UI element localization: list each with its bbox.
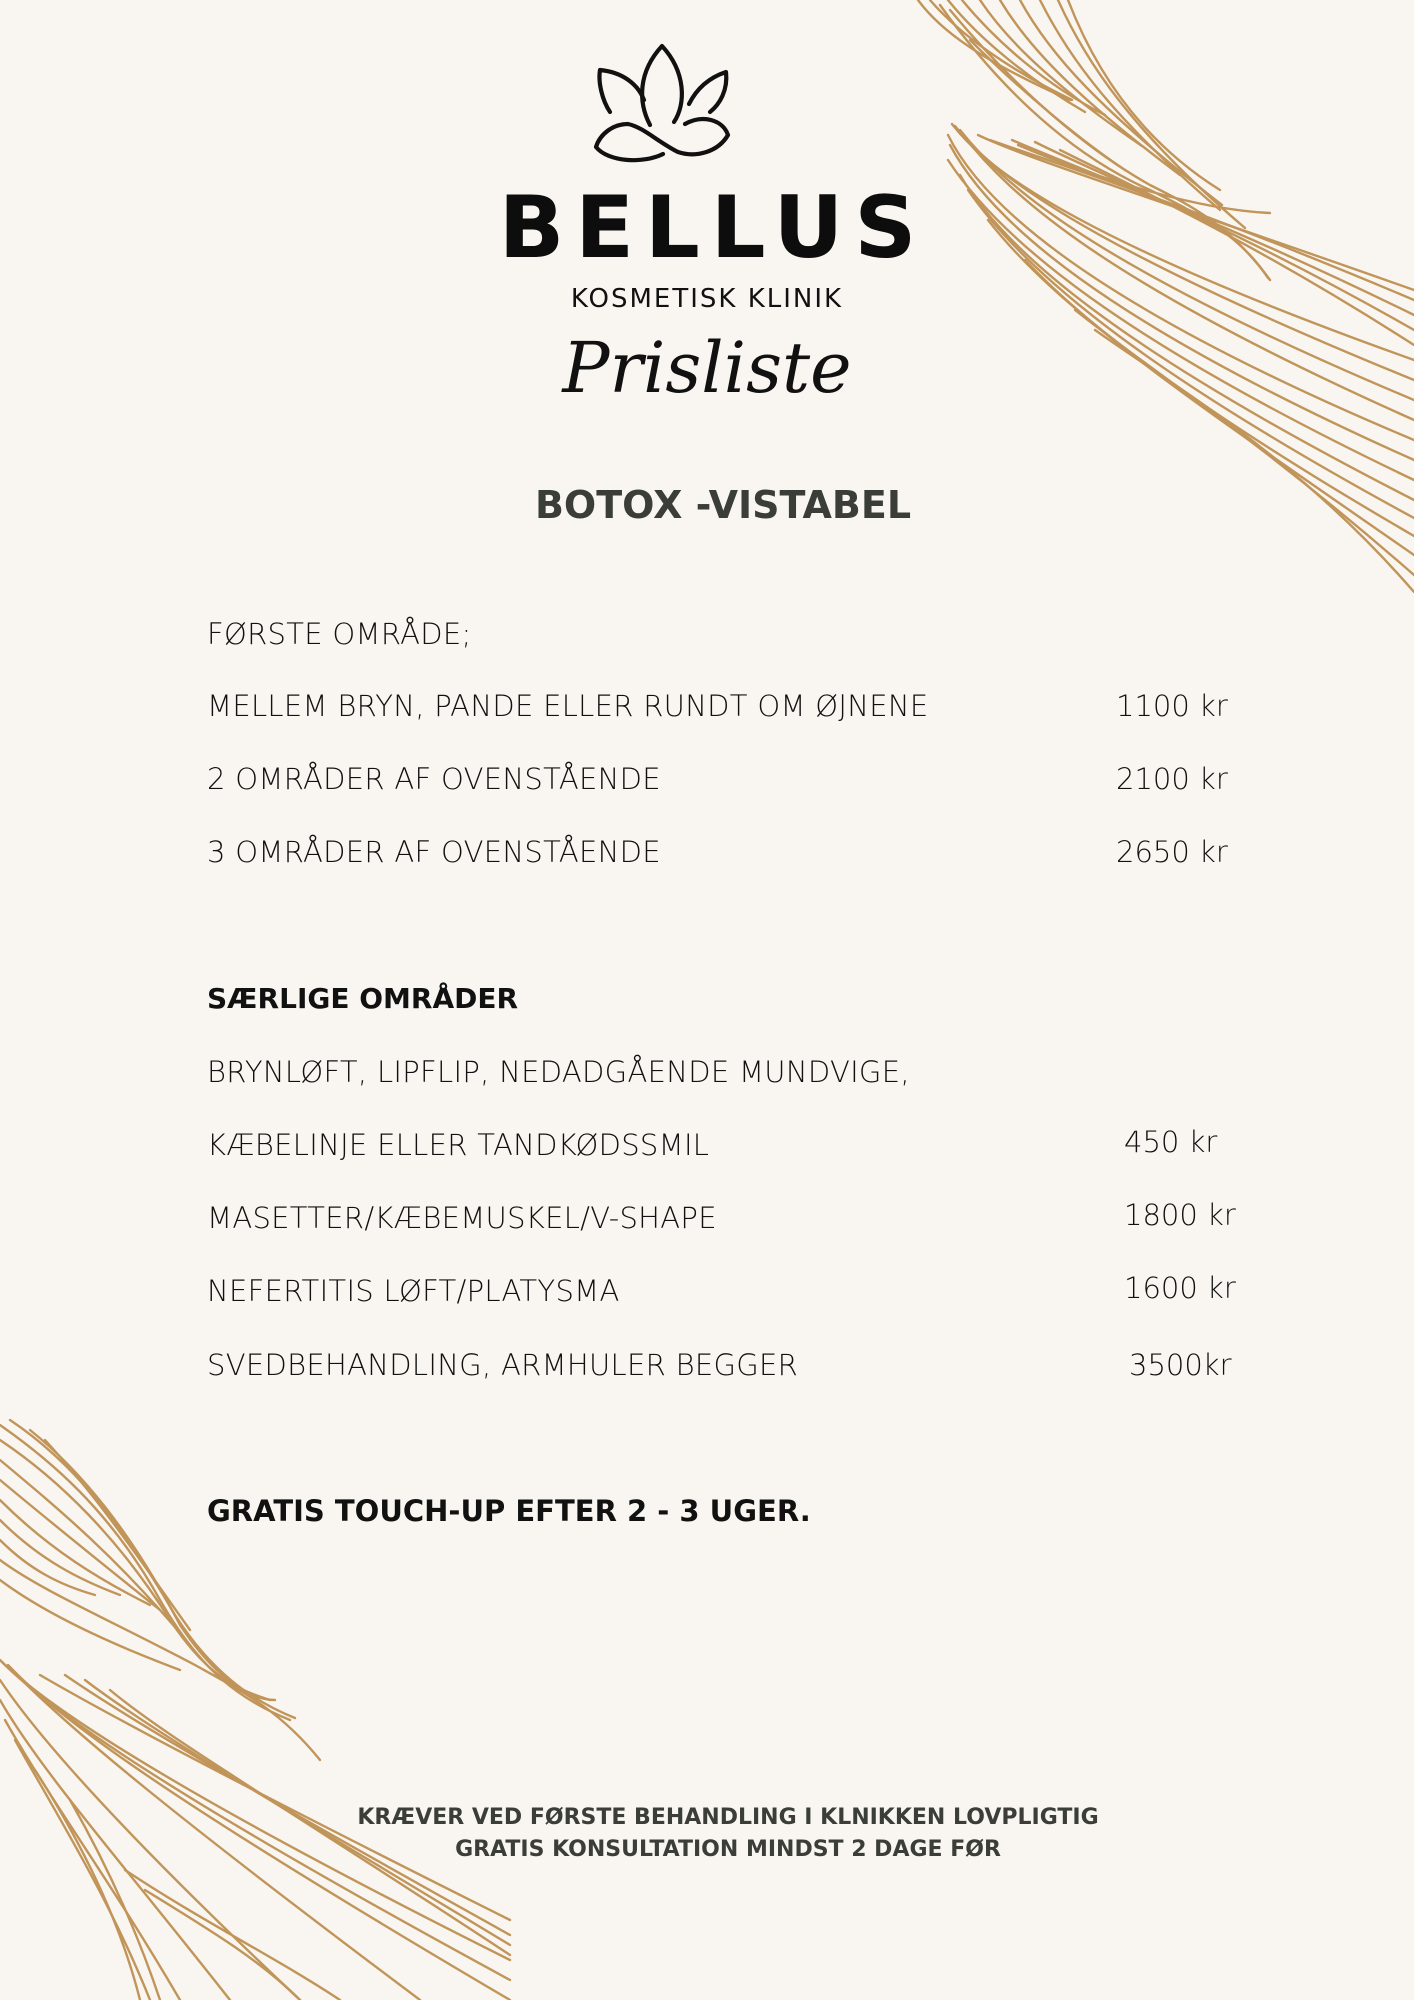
brand-name: BELLUS: [498, 178, 928, 278]
first-area-heading: FØRSTE OMRÅDE;: [207, 617, 472, 651]
treatment-price: 2100 kr: [1116, 762, 1228, 796]
footer-note: [0, 1802, 1414, 1866]
treatment-price: 2650 kr: [1116, 835, 1228, 869]
treatment-label: SVEDBEHANDLING, ARMHULER BEGGER: [207, 1348, 799, 1382]
brand-subtitle: KOSMETISK KLINIK: [570, 284, 844, 314]
treatment-label: NEFERTITIS LØFT/PLATYSMA: [207, 1274, 620, 1308]
treatment-price: 3500kr: [1129, 1348, 1232, 1382]
price-row: [207, 1125, 1287, 1165]
footer-line-1: KRÆVER VED FØRSTE BEHANDLING I KLNIKKEN LOVPLIGTIG: [357, 1805, 1099, 1830]
treatment-label: MELLEM BRYN, PANDE ELLER RUNDT OM ØJNENE: [207, 689, 929, 723]
price-row: [207, 1271, 1287, 1311]
touch-up-note: GRATIS TOUCH-UP EFTER 2 - 3 UGER.: [207, 1494, 811, 1528]
treatment-label: KÆBELINJE ELLER TANDKØDSSMIL: [207, 1128, 710, 1162]
price-row: [207, 686, 1287, 726]
treatment-label: BRYNLØFT, LIPFLIP, NEDADGÅENDE MUNDVIGE,: [207, 1055, 910, 1089]
price-row: [207, 1198, 1287, 1238]
gold-brush-stroke-bottom-left: [0, 1400, 520, 2000]
price-row: [207, 832, 1287, 872]
price-row: [207, 1345, 1287, 1385]
treatment-price: 1800 kr: [1124, 1198, 1236, 1232]
treatment-price: 1100 kr: [1116, 689, 1228, 723]
document-title: Prisliste: [562, 327, 852, 409]
price-row: [207, 1052, 1287, 1092]
price-row: [207, 759, 1287, 799]
special-areas-heading: SÆRLIGE OMRÅDER: [207, 982, 519, 1015]
treatment-label: 3 OMRÅDER AF OVENSTÅENDE: [207, 835, 661, 869]
footer-line-2: GRATIS KONSULTATION MINDST 2 DAGE FØR: [455, 1837, 1001, 1862]
treatment-price: 1600 kr: [1124, 1271, 1236, 1305]
section-title: BOTOX -VISTABEL: [534, 483, 912, 527]
treatment-label: 2 OMRÅDER AF OVENSTÅENDE: [207, 762, 661, 796]
treatment-label: MASETTER/KÆBEMUSKEL/V-SHAPE: [207, 1201, 717, 1235]
lotus-flower-icon: [588, 42, 744, 172]
treatment-price: 450 kr: [1124, 1125, 1218, 1159]
